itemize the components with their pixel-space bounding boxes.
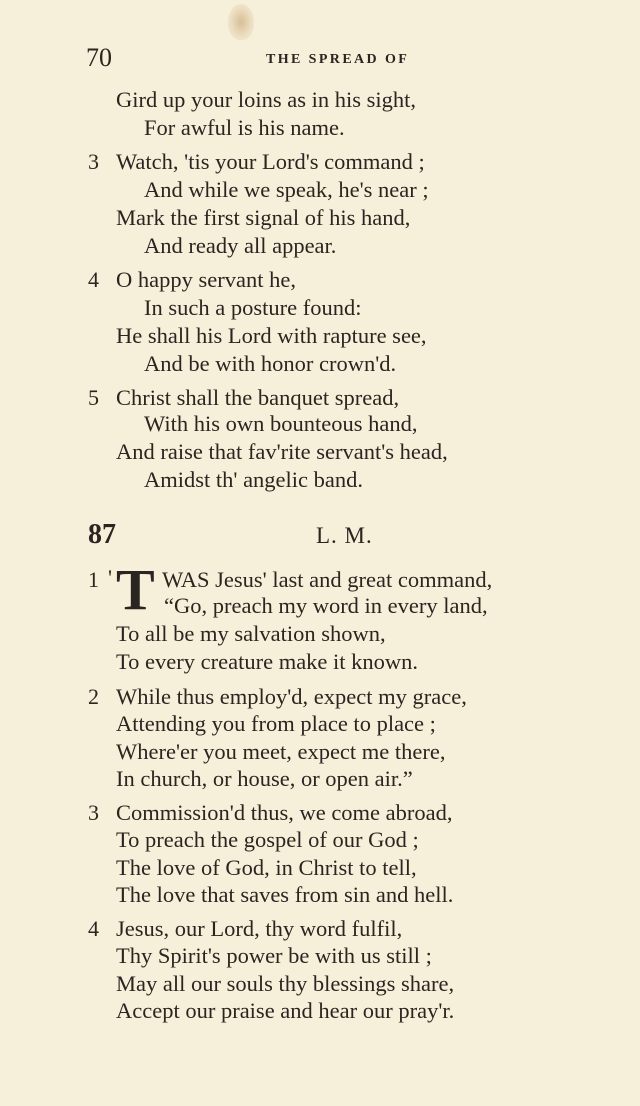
- verse-line: Commission'd thus, we come abroad,: [116, 800, 453, 825]
- verse-line: While thus employ'd, expect my grace,: [116, 684, 467, 709]
- verse-line: And while we speak, he's near ;: [144, 177, 429, 202]
- verse-line: Where'er you meet, expect me there,: [116, 739, 446, 764]
- stanza-number: 3: [88, 800, 99, 825]
- verse-line: The love that saves from sin and hell.: [116, 882, 454, 907]
- verse-line: He shall his Lord with rapture see,: [116, 323, 427, 348]
- hymn-number: 87: [88, 519, 116, 550]
- verse-line: “Go, preach my word in every land,: [164, 593, 488, 618]
- stanza-number: 1: [88, 567, 99, 592]
- apostrophe: ': [108, 565, 113, 590]
- verse-line: Gird up your loins as in his sight,: [116, 87, 417, 112]
- page-number: 70: [86, 43, 112, 72]
- verse-line: Amidst th' angelic band.: [144, 467, 364, 492]
- verse-line: For awful is his name.: [144, 115, 345, 140]
- verse-line: The love of God, in Christ to tell,: [116, 855, 417, 880]
- verse-line: Thy Spirit's power be with us still ;: [116, 943, 432, 968]
- verse-line: Accept our praise and hear our pray'r.: [116, 998, 455, 1023]
- verse-line: In church, or house, or open air.”: [116, 766, 413, 791]
- verse-line: With his own bounteous hand,: [144, 411, 418, 436]
- running-head: THE SPREAD OF: [266, 52, 410, 67]
- verse-line: Watch, 'tis your Lord's command ;: [116, 149, 425, 174]
- stanza-number: 4: [88, 916, 99, 941]
- verse-line: Jesus, our Lord, thy word fulfil,: [116, 916, 403, 941]
- verse-line: Mark the first signal of his hand,: [116, 205, 411, 230]
- stanza-number: 2: [88, 684, 99, 709]
- stanza-number: 3: [88, 149, 99, 174]
- verse-line: May all our souls thy blessings share,: [116, 971, 455, 996]
- hymn-meter: L. M.: [316, 523, 373, 548]
- ink-stain: [228, 4, 254, 40]
- verse-line: In such a posture found:: [144, 295, 362, 320]
- verse-line: O happy servant he,: [116, 267, 296, 292]
- verse-line: To every creature make it known.: [116, 649, 419, 674]
- stanza-number: 5: [88, 385, 99, 410]
- stanza-number: 4: [88, 267, 99, 292]
- verse-line: Christ shall the banquet spread,: [116, 385, 400, 410]
- verse-line: To preach the gospel of our God ;: [116, 827, 419, 852]
- verse-line: And raise that fav'rite servant's head,: [116, 439, 448, 464]
- verse-line: To all be my salvation shown,: [116, 621, 386, 646]
- verse-line: And be with honor crown'd.: [144, 351, 397, 376]
- verse-line: WAS Jesus' last and great command,: [162, 567, 493, 592]
- verse-line: Attending you from place to place ;: [116, 711, 436, 736]
- drop-cap: T: [116, 557, 155, 622]
- verse-line: And ready all appear.: [144, 233, 337, 258]
